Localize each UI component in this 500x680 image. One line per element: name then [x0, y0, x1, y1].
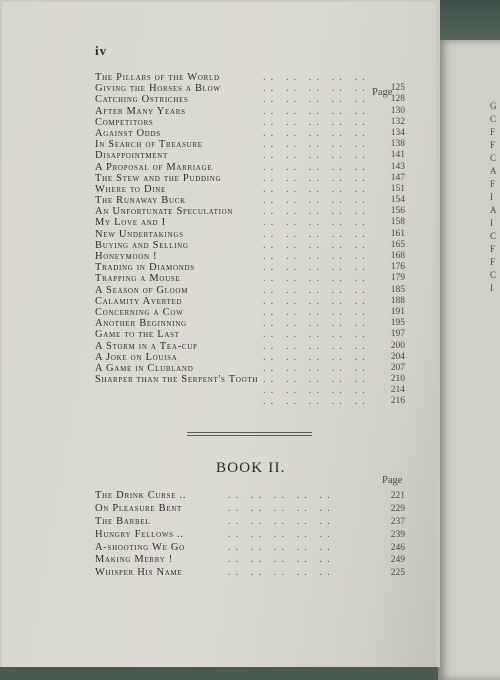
toc-entry: [95, 173, 405, 184]
toc-entry-leader: .. .. .. .. ..: [263, 351, 370, 363]
toc-entry-title: On Pleasure Bent: [95, 502, 183, 514]
toc-entry-page: 161: [390, 228, 405, 239]
toc-entry: [95, 229, 405, 240]
toc-entry-title: Another Beginning: [95, 318, 187, 330]
toc-entry-title: Buying and Selling: [95, 239, 189, 251]
toc-entry-title: The Runaway Buck: [95, 195, 186, 207]
toc-entry-leader: .. .. .. .. ..: [263, 116, 370, 128]
book2-page-column-heading: Page: [382, 475, 403, 486]
toc-entry: [95, 94, 405, 105]
toc-entry-title: A Joke on Louisa: [95, 351, 178, 363]
toc-entry-page: 188: [390, 295, 405, 306]
toc-entry: [95, 195, 405, 206]
toc-entry-leader: .. .. .. .. ..: [263, 396, 370, 408]
toc-entry-title: Against Odds: [95, 127, 161, 139]
toc-entry-page: 191: [390, 306, 405, 317]
toc-entry-page: 249: [390, 555, 405, 566]
toc-entry-title: After Many Years: [95, 105, 186, 117]
toc-entry: [95, 150, 405, 161]
toc-entry: [95, 503, 405, 516]
toc-entry-title: Giving the Horses a Blow: [95, 83, 221, 95]
toc-entry-title: A Storm in a Tea-cup: [95, 340, 198, 352]
toc-entry-page: 210: [390, 374, 405, 385]
toc-entry: [95, 490, 405, 503]
toc-entry-page: 246: [390, 542, 405, 553]
toc-entry: [95, 529, 405, 542]
toc-entry-leader: .. .. .. .. ..: [263, 318, 370, 330]
toc-entry-title: Disappointment: [95, 150, 168, 162]
toc-entry-leader: .. .. .. .. ..: [263, 206, 370, 218]
toc-entry: [95, 318, 405, 329]
toc-entry-title: A Game in Clubland: [95, 362, 194, 374]
toc-entry: [95, 567, 405, 580]
toc-entry-title: Trapping a Mouse: [95, 273, 181, 285]
toc-entry-leader: .. .. .. .. ..: [228, 502, 335, 514]
toc-entry: [95, 83, 405, 94]
toc-entry-title: Sharper than the Serpent's Tooth: [95, 374, 259, 386]
toc-entry-leader: .. .. .. .. ..: [263, 329, 370, 341]
toc-entry: [95, 117, 405, 128]
toc-entry-leader: .. .. .. .. ..: [263, 251, 370, 262]
toc-entry-page: 165: [390, 239, 405, 250]
toc-entry-page: 204: [390, 351, 405, 362]
toc-entry-leader: .. .. .. .. ..: [263, 340, 370, 352]
toc-entry-page: 197: [390, 329, 405, 340]
toc-entry-page: 147: [390, 172, 405, 183]
toc-entry: [95, 139, 405, 150]
toc-entry-page: 128: [390, 94, 405, 105]
toc-entry-title: An Unfortunate Speculation: [95, 206, 234, 218]
toc-entry-page: 225: [390, 568, 405, 579]
toc-entry-page: 185: [390, 284, 405, 295]
toc-entry-page: 143: [390, 161, 405, 172]
toc-entry-title: A-shooting We Go: [95, 541, 185, 553]
toc-entry-leader: .. .. .. .. ..: [263, 374, 370, 386]
toc-entry: [95, 341, 405, 352]
toc-entry-page: 214: [390, 385, 405, 396]
toc-entry-title: The Drink Curse ..: [95, 490, 187, 501]
toc-entry-leader: .. .. .. .. ..: [228, 490, 335, 501]
toc-entry-leader: .. .. .. .. ..: [263, 362, 370, 374]
toc-entry: [95, 363, 405, 374]
toc-entry-leader: .. .. .. .. ..: [263, 94, 370, 106]
toc-entry-leader: .. .. .. .. ..: [263, 385, 370, 397]
toc-entry: [95, 251, 405, 262]
toc-entry-title: Where to Dine: [95, 183, 166, 195]
toc-entry-page: 239: [390, 529, 405, 540]
toc-entry-leader: .. .. .. .. ..: [263, 306, 370, 318]
toc-entry: [95, 217, 405, 228]
toc-entry-title: Honeymoon !: [95, 251, 158, 262]
toc-entry-leader: .. .. .. .. ..: [263, 217, 370, 229]
book2-heading: BOOK II.: [216, 460, 286, 476]
toc-entry-leader: .. .. .. .. ..: [263, 195, 370, 207]
toc-entry-title: The Stew and the Pudding: [95, 172, 222, 184]
toc-entry-title: A Proposal of Marriage: [95, 161, 213, 173]
toc-entry-leader: .. .. .. .. ..: [228, 515, 335, 527]
toc-entry-title: Calamity Averted: [95, 295, 183, 307]
toc-entry: [95, 162, 405, 173]
toc-entry: [95, 184, 405, 195]
toc-entry-title: Catching Ostriches: [95, 94, 189, 106]
toc-entry: [95, 329, 405, 340]
facing-page-text: G C F F C A F I A I C F F C I: [490, 101, 497, 293]
toc-entry-leader: .. .. .. .. ..: [228, 528, 335, 540]
toc-entry-leader: .. .. .. .. ..: [263, 105, 370, 117]
toc-entry-leader: .. .. .. .. ..: [263, 183, 370, 195]
toc-entry-title: Trading in Diamonds: [95, 262, 195, 274]
toc-entry-page: 156: [390, 206, 405, 217]
toc-entry-page: 229: [390, 503, 405, 514]
toc-entry: [95, 396, 405, 407]
toc-entry-page: 134: [390, 127, 405, 138]
toc-entry-title: Game to the Last: [95, 329, 180, 341]
toc-entry-title: Making Merry !: [95, 554, 174, 566]
toc-entry-leader: .. .. .. .. ..: [263, 172, 370, 184]
toc-entry-title: Competitors: [95, 116, 154, 128]
toc-entry-leader: .. .. .. .. ..: [228, 541, 335, 553]
toc-entry: [95, 273, 405, 284]
toc-entry-leader: .. .. .. .. ..: [263, 150, 370, 162]
toc-entry: [95, 128, 405, 139]
toc-entry-page: 176: [390, 262, 405, 273]
toc-entry: [95, 352, 405, 363]
toc-entry-leader: .. .. .. .. ..: [263, 284, 370, 296]
toc-entry-title: Whisper His Name: [95, 567, 183, 579]
toc-entry-leader: .. .. .. .. ..: [263, 295, 370, 307]
toc-entry-page: 221: [390, 491, 405, 501]
toc-entry: [95, 385, 405, 396]
toc-entry-title: The Pillars of the World: [95, 72, 220, 83]
toc-entry-leader: .. .. .. .. ..: [263, 273, 370, 285]
toc-entry: [95, 374, 405, 385]
toc-entry-page: 154: [390, 195, 405, 206]
toc-entry-leader: .. .. .. .. ..: [263, 239, 370, 251]
toc-entry-leader: .. .. .. .. ..: [263, 72, 370, 83]
toc-entry: [95, 106, 405, 117]
book2-contents: [95, 490, 405, 580]
toc-entry-title: Concerning a Cow: [95, 306, 184, 318]
toc-entry: [95, 296, 405, 307]
facing-page: [438, 40, 500, 680]
toc-entry-leader: .. .. .. .. ..: [263, 228, 370, 240]
toc-entry-leader: .. .. .. .. ..: [228, 567, 335, 579]
toc-entry-page: 195: [390, 318, 405, 329]
toc-entry-title: The Barbel: [95, 515, 151, 527]
toc-entry: [95, 262, 405, 273]
contents-page: [2, 2, 436, 667]
toc-entry-leader: .. .. .. .. ..: [263, 262, 370, 274]
toc-entry-page: 207: [390, 362, 405, 373]
toc-entry-leader: .. .. .. .. ..: [263, 139, 370, 151]
toc-entry: [95, 554, 405, 567]
toc-entry-leader: .. .. .. .. ..: [263, 127, 370, 139]
toc-entry-page: 200: [390, 340, 405, 351]
toc-entry-page: 158: [390, 217, 405, 228]
toc-entry-page: 168: [390, 251, 405, 261]
toc-entry-title: My Love and I: [95, 217, 166, 229]
toc-entry-title: Hungry Fellows ..: [95, 528, 184, 540]
toc-entry: [95, 285, 405, 296]
toc-entry-page: 132: [390, 116, 405, 127]
section-divider: [187, 432, 312, 436]
toc-entry: [95, 240, 405, 251]
page-column-heading: Page: [372, 87, 393, 98]
toc-entry: [95, 542, 405, 555]
toc-entry-page: 138: [390, 139, 405, 150]
toc-entry-page: 130: [390, 105, 405, 116]
toc-entry-leader: .. .. .. .. ..: [263, 161, 370, 173]
book1-contents: [95, 72, 405, 408]
toc-entry-title: New Undertakings: [95, 228, 184, 240]
toc-entry: [95, 206, 405, 217]
toc-entry: [95, 72, 405, 83]
toc-entry-page: 179: [390, 273, 405, 284]
toc-entry-page: 216: [390, 396, 405, 407]
toc-entry-page: 151: [390, 183, 405, 194]
toc-entry-page: 141: [390, 150, 405, 161]
toc-entry-leader: .. .. .. .. ..: [228, 554, 335, 566]
toc-entry-page: 125: [390, 83, 405, 94]
toc-entry-title: In Search of Treasure: [95, 139, 203, 151]
toc-entry-leader: .. .. .. .. ..: [263, 83, 370, 95]
toc-entry-title: A Season of Gloom: [95, 284, 189, 296]
toc-entry: [95, 516, 405, 529]
toc-entry: [95, 307, 405, 318]
page-folio: iv: [95, 43, 108, 58]
toc-entry-page: 237: [390, 516, 405, 527]
